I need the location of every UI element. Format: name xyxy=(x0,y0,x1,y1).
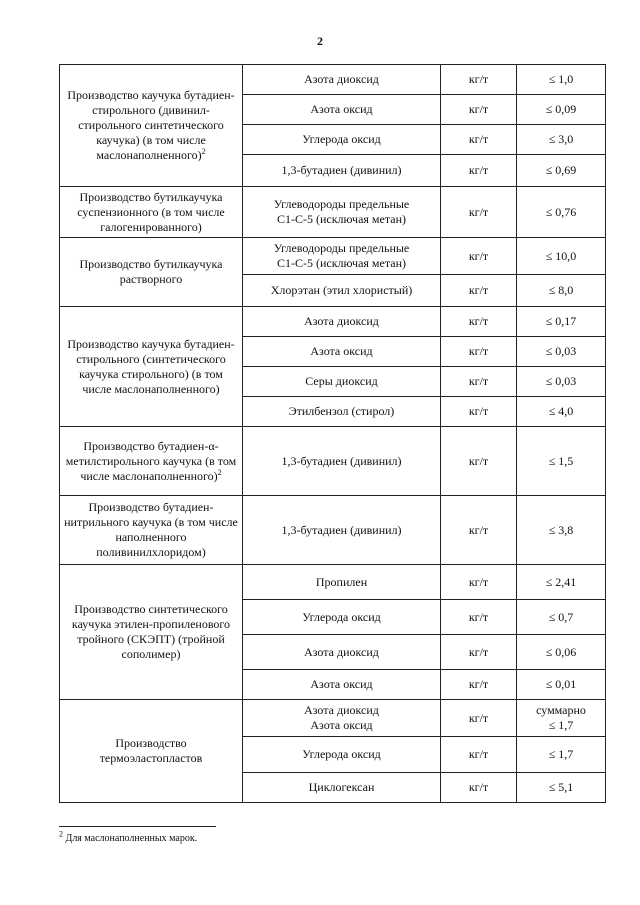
unit-cell: кг/т xyxy=(441,367,517,397)
unit-cell: кг/т xyxy=(441,155,517,187)
value-cell: ≤ 10,0 xyxy=(517,238,606,275)
substance-cell: Азота оксид xyxy=(243,95,441,125)
substance-cell: Углеводороды предельные C1-C-5 (исключая метан) xyxy=(243,187,441,238)
value-cell: суммарно ≤ 1,7 xyxy=(517,700,606,737)
value-cell: ≤ 0,69 xyxy=(517,155,606,187)
unit-cell: кг/т xyxy=(441,496,517,565)
value-cell: ≤ 0,03 xyxy=(517,367,606,397)
emission-norms-table xyxy=(59,64,606,803)
process-name: Производство синтетического каучука этилен-пропиленового тройного (СКЭПТ) (тройной сополимер) xyxy=(71,602,231,661)
value-cell: ≤ 0,17 xyxy=(517,307,606,337)
unit-cell: кг/т xyxy=(441,337,517,367)
value-cell: ≤ 0,76 xyxy=(517,187,606,238)
process-name-cell xyxy=(60,496,243,565)
table-row xyxy=(60,565,606,600)
unit-cell: кг/т xyxy=(441,238,517,275)
value-cell: ≤ 0,7 xyxy=(517,600,606,635)
unit-cell: кг/т xyxy=(441,65,517,95)
unit-cell: кг/т xyxy=(441,670,517,700)
unit-cell: кг/т xyxy=(441,125,517,155)
footnote-separator xyxy=(59,826,216,827)
unit-cell: кг/т xyxy=(441,307,517,337)
substance-cell: 1,3-бутадиен (дивинил) xyxy=(243,155,441,187)
footnote-mark: 2 xyxy=(59,829,63,839)
process-name-cell xyxy=(60,187,243,238)
table-row xyxy=(60,65,606,95)
process-name-cell xyxy=(60,700,243,803)
unit-cell: кг/т xyxy=(441,187,517,238)
value-cell: ≤ 3,8 xyxy=(517,496,606,565)
unit-cell: кг/т xyxy=(441,737,517,773)
process-name: Производство каучука бутадиен-стирольного (синтетического каучука стирольного) (в том числе маслонаполненного) xyxy=(67,336,235,396)
value-cell: ≤ 1,5 xyxy=(517,427,606,496)
process-name: Производство каучука бутадиен-стирольного (дивинил-стирольного синтетического каучука) (в том числе маслонаполненного) xyxy=(67,88,235,162)
process-name-cell xyxy=(60,65,243,187)
process-name-cell xyxy=(60,427,243,496)
table-row xyxy=(60,496,606,565)
process-name: Производство бутилкаучука суспензионного (в том числе галогенированного) xyxy=(77,189,225,234)
unit-cell: кг/т xyxy=(441,565,517,600)
unit-cell: кг/т xyxy=(441,397,517,427)
table-row xyxy=(60,238,606,275)
value-cell: ≤ 3,0 xyxy=(517,125,606,155)
substance-cell: Этилбензол (стирол) xyxy=(243,397,441,427)
substance-cell: Азота оксид xyxy=(243,337,441,367)
value-cell: ≤ 1,0 xyxy=(517,65,606,95)
value-cell: ≤ 8,0 xyxy=(517,275,606,307)
substance-cell: Пропилен xyxy=(243,565,441,600)
footnote-ref: 2 xyxy=(217,467,222,477)
value-cell: ≤ 2,41 xyxy=(517,565,606,600)
table-row xyxy=(60,427,606,496)
value-cell: ≤ 5,1 xyxy=(517,773,606,803)
substance-cell: Азота диоксид xyxy=(243,65,441,95)
substance-cell: Углерода оксид xyxy=(243,600,441,635)
substance-cell: Углерода оксид xyxy=(243,125,441,155)
substance-cell: Циклогексан xyxy=(243,773,441,803)
substance-cell: 1,3-бутадиен (дивинил) xyxy=(243,496,441,565)
value-cell: ≤ 0,09 xyxy=(517,95,606,125)
value-cell: ≤ 0,01 xyxy=(517,670,606,700)
process-name: Производство бутилкаучука растворного xyxy=(79,257,223,286)
substance-cell: Углеводороды предельные C1-C-5 (исключая метан) xyxy=(243,238,441,275)
process-name-cell xyxy=(60,238,243,307)
value-cell: ≤ 4,0 xyxy=(517,397,606,427)
table-row xyxy=(60,307,606,337)
substance-cell: Азота диоксид xyxy=(243,307,441,337)
substance-cell: Азота оксид xyxy=(243,670,441,700)
value-cell: ≤ 0,03 xyxy=(517,337,606,367)
substance-cell: Серы диоксид xyxy=(243,367,441,397)
substance-cell: 1,3-бутадиен (дивинил) xyxy=(243,427,441,496)
process-name: Производство бутадиен-α-метилстирольного каучука (в том числе маслонаполненного) xyxy=(65,438,237,483)
unit-cell: кг/т xyxy=(441,700,517,737)
unit-cell: кг/т xyxy=(441,773,517,803)
substance-cell: Азота диоксид xyxy=(243,635,441,670)
unit-cell: кг/т xyxy=(441,95,517,125)
process-name-cell xyxy=(60,565,243,700)
page-number: 2 xyxy=(317,34,323,48)
table-row xyxy=(60,187,606,238)
table-row xyxy=(60,700,606,737)
substance-cell: Азота диоксид Азота оксид xyxy=(243,700,441,737)
footnote-text: Для маслонаполненных марок. xyxy=(65,833,198,844)
process-name: Производство термоэластопластов xyxy=(99,736,203,765)
value-cell: ≤ 1,7 xyxy=(517,737,606,773)
value-cell: ≤ 0,06 xyxy=(517,635,606,670)
unit-cell: кг/т xyxy=(441,635,517,670)
footnote xyxy=(59,829,198,844)
substance-cell: Углерода оксид xyxy=(243,737,441,773)
process-name-cell xyxy=(60,307,243,427)
footnote-ref: 2 xyxy=(201,147,206,156)
process-name: Производство бутадиен-нитрильного каучука (в том числе наполненного поливинилхлоридом) xyxy=(64,500,238,559)
unit-cell: кг/т xyxy=(441,427,517,496)
substance-cell: Хлорэтан (этил хлористый) xyxy=(243,275,441,307)
unit-cell: кг/т xyxy=(441,600,517,635)
unit-cell: кг/т xyxy=(441,275,517,307)
